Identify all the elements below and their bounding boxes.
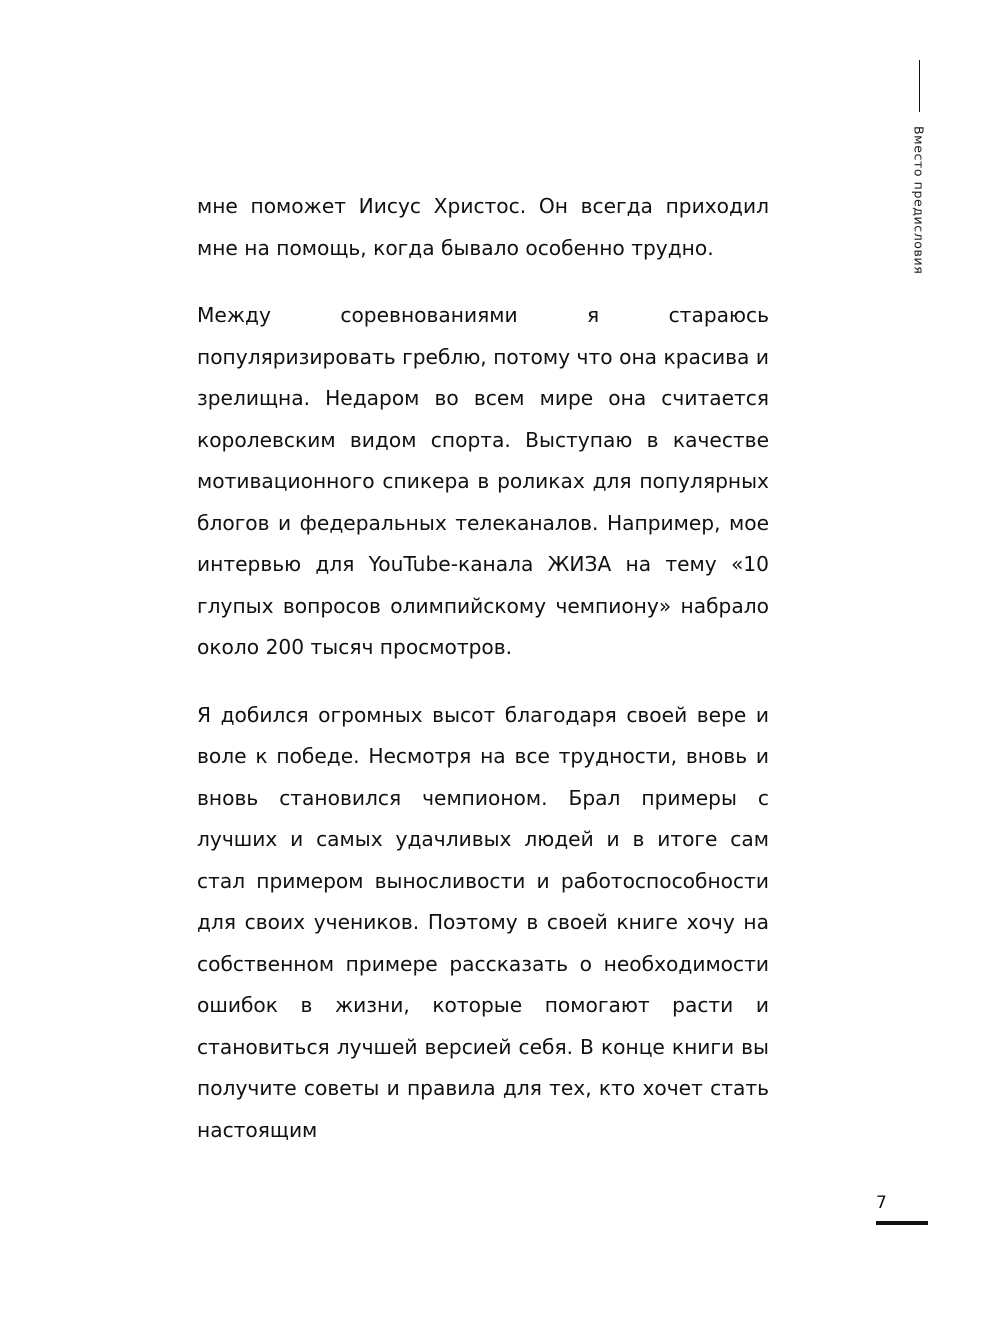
running-head-rule xyxy=(919,60,920,112)
paragraph: Между соревнованиями я стараюсь популяризировать греблю, потому что она красива и зрелищна. Недаром во всем мире она считается королевским видом спорта. Выступаю в качестве мотивационного спикера в роликах для популярных блогов и федеральных телеканалов. Например, мое интервью для YouTube-канала ЖИЗА на тему «10 глупых вопросов олимпийскому чемпиону» набрало около 200 тысяч просмотров. xyxy=(197,303,769,659)
running-head-label: Вместо предисловия xyxy=(911,126,927,275)
page-number: 7 xyxy=(876,1193,887,1213)
running-head xyxy=(904,60,934,274)
body-text-column xyxy=(197,186,769,1151)
paragraph: Я добился огромных высот благодаря своей вере и воле к победе. Несмотря на все трудности, вновь и вновь становился чемпионом. Брал примеры с лучших и самых удачливых людей и в итоге сам стал примером выносливости и работоспособности для своих учеников. Поэтому в своей книге хочу на собственном примере рассказать о необходимости ошибок в жизни, которые помогают расти и становиться лучшей версией себя. В конце книги вы получите советы и правила для тех, кто хочет стать настоящим xyxy=(197,702,769,1142)
paragraph: мне поможет Иисус Христос. Он всегда приходил мне на помощь, когда бывало особенно трудно. xyxy=(197,194,769,260)
folio-rule xyxy=(876,1221,928,1225)
page-folio xyxy=(876,1193,934,1225)
